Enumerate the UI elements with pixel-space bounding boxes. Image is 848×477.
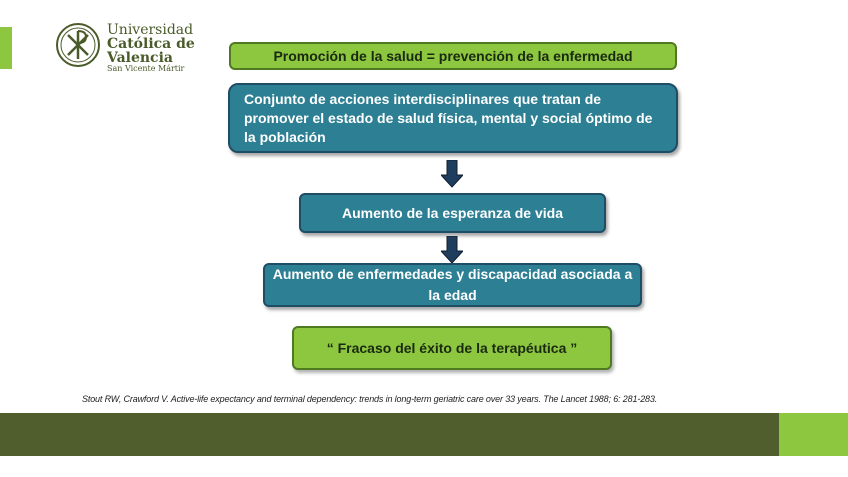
conclusion-box: “ Fracaso del éxito de la terapéutica ” [292, 326, 612, 370]
life-expectancy-box: Aumento de la esperanza de vida [299, 193, 606, 233]
diagram-title: Promoción de la salud = prevención de la enfermedad [229, 42, 677, 70]
university-logo [55, 22, 195, 72]
logo-line-1: Universidad [107, 22, 194, 38]
left-accent-bar [0, 27, 12, 69]
arrow-down-icon [441, 236, 463, 264]
logo-line-4: San Vicente Mártir [107, 64, 185, 73]
citation-text: Stout RW, Crawford V. Active-life expectancy and terminal dependency: trends in long-term geriatric care over 33 years. The Lancet 1988; 6: 281-283. [82, 394, 658, 404]
arrow-down-icon [441, 160, 463, 188]
footer-bar [0, 413, 779, 456]
logo-line-3: Valencia [107, 50, 173, 66]
logo-line-2: Católica de [107, 36, 195, 52]
definition-box: Conjunto de acciones interdisciplinares que tratan de promover el estado de salud física, mental y social óptimo de la población [228, 83, 678, 153]
chi-rho-emblem-icon [55, 22, 101, 68]
footer-accent [779, 413, 848, 456]
disease-increase-box: Aumento de enfermedades y discapacidad asociada a la edad [263, 263, 642, 307]
